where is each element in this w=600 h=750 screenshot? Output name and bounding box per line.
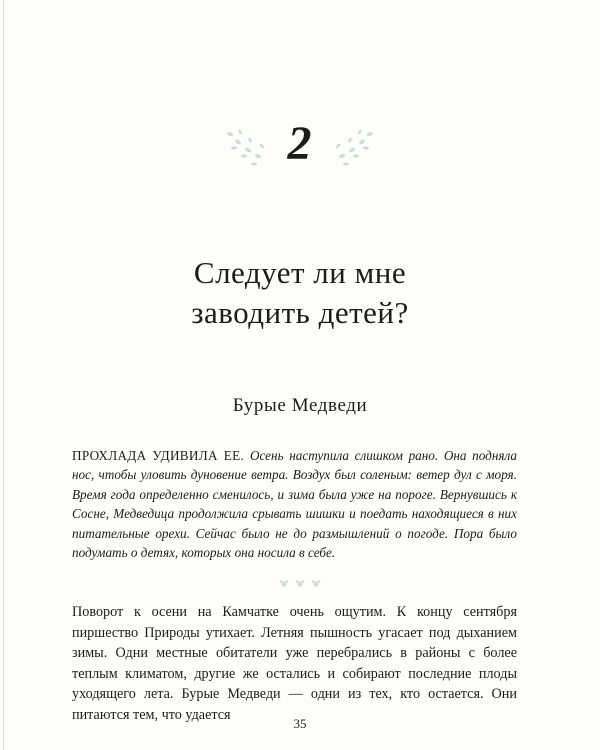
- chapter-title: [60, 253, 540, 333]
- intro-paragraph: [72, 446, 517, 562]
- body-paragraph: Поворот к осени на Камчатке очень ощутим. К концу сентября пиршество Природы утихает. Летняя пышность угасает под дыханием зимы. Одни местные обитатели уже перебрались в районы с более теплым климатом, другие же остались и собирают последние плоды уходящего лета. Бурые Медведи — одни из тех, кто остается. Они питаются тем, что удается: [72, 604, 517, 723]
- chapter-title-line-2: заводить детей?: [191, 295, 409, 330]
- intro-lead: ПРОХЛАДА УДИВИЛА ЕЕ.: [72, 448, 250, 463]
- chapter-title-line-1: Следует ли мне: [193, 255, 407, 290]
- intro-text: Осень наступила слишком рано. Она подняла нос, чтобы уловить дуновение ветра. Воздух был соленым: ветер дул с моря. Время года определенно сменилось, и зима была уже на пороге. Вернувшись к Сосне, Медведица продолжила срывать шишки и поедать находящиеся в них питательные орехи. Сейчас было не до размышлений о погоде. Пора было подумать о детях, которых она носила в себе.: [72, 448, 518, 561]
- page-number: 35: [293, 716, 307, 731]
- flower-divider-icon: [270, 578, 330, 590]
- section-title: Бурые Медведи: [232, 395, 368, 416]
- page-edge-line: [3, 0, 4, 750]
- chapter-number: 2: [287, 117, 313, 170]
